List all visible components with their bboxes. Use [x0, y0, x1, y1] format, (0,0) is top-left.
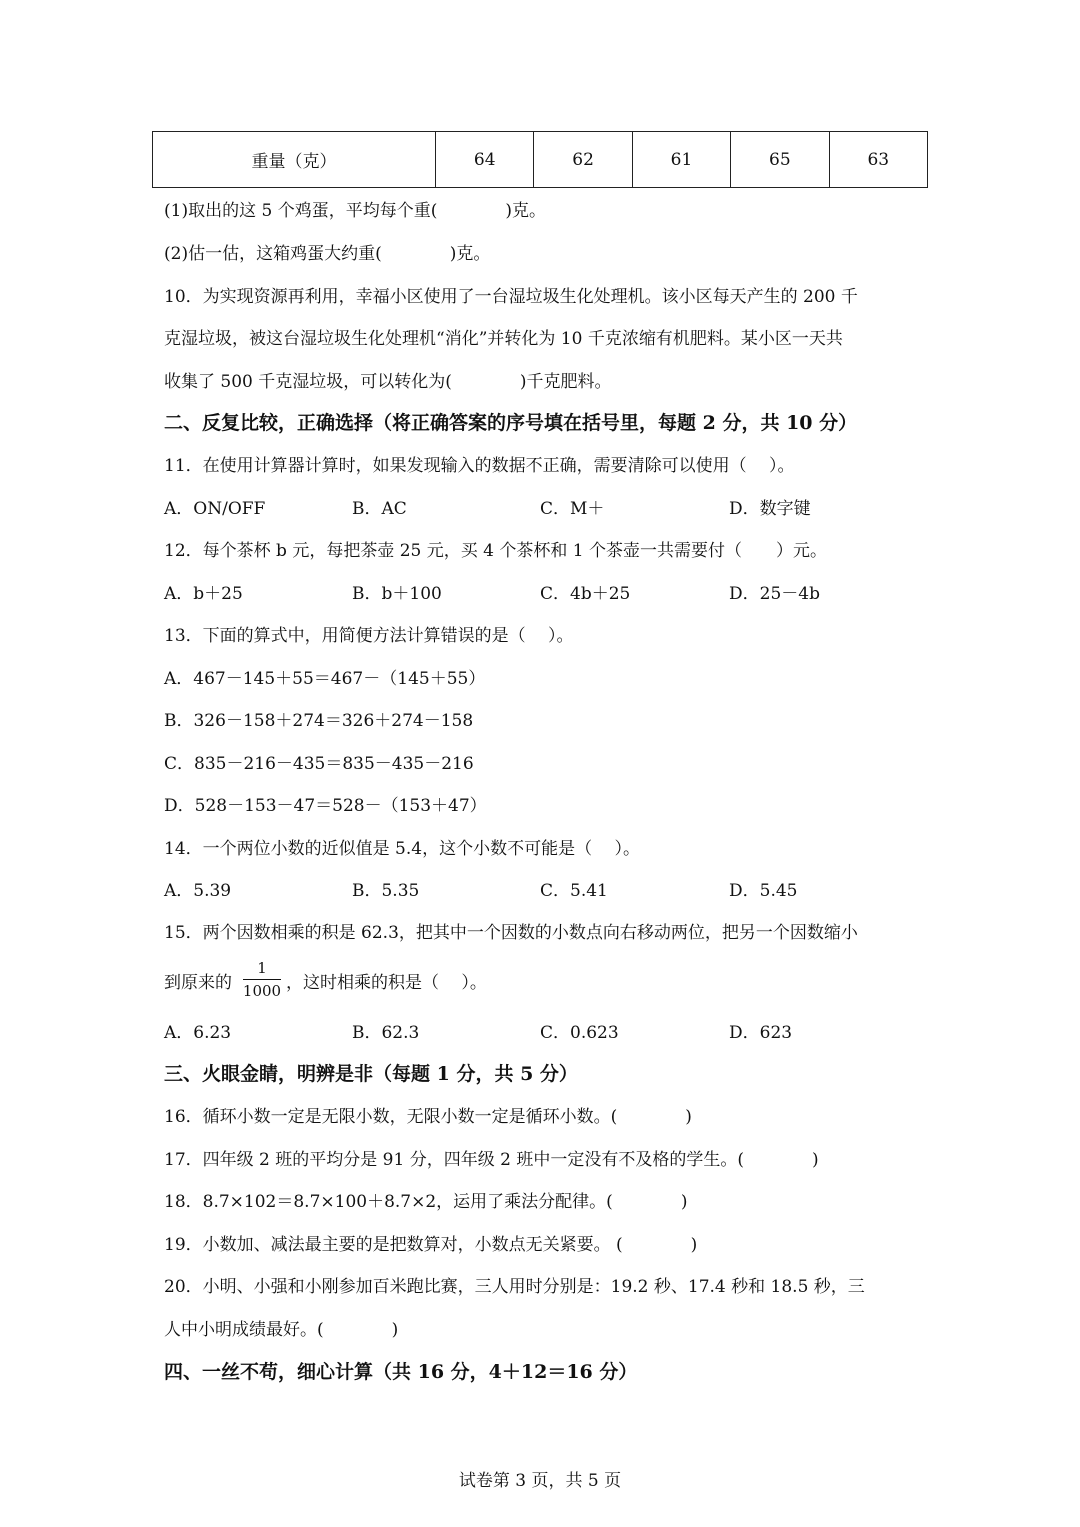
- fraction-numerator: 1: [257, 959, 267, 977]
- q18: 18．8.7×102＝8.7×100＋8.7×2，运用了乘法分配律。( ): [164, 1192, 688, 1212]
- table-cell: 63: [829, 132, 927, 188]
- q10-line2: 克湿垃圾，被这台湿垃圾生化处理机“消化”并转化为 10 千克浓缩有机肥料。某小区一天共: [164, 329, 843, 349]
- q14-stem: 14．一个两位小数的近似值是 5.4，这个小数不可能是（ ）。: [164, 839, 640, 859]
- q13-stem: 13．下面的算式中，用简便方法计算错误的是（ ）。: [164, 626, 574, 646]
- q12-stem: 12．每个茶杯 b 元，每把茶壶 25 元，买 4 个茶杯和 1 个茶壶一共需要付（ ）元。: [164, 541, 828, 561]
- q16: 16．循环小数一定是无限小数，无限小数一定是循环小数。( ): [164, 1107, 692, 1127]
- q15-suffix: ，这时相乘的积是（ ）。: [286, 973, 487, 993]
- q9-sub1: (1)取出的这 5 个鸡蛋，平均每个重( )克。: [164, 201, 546, 221]
- q20-line1: 20．小明、小强和小刚参加百米跑比赛，三人用时分别是：19.2 秒、17.4 秒和 18.5 秒，三: [164, 1277, 865, 1297]
- table-row: [153, 132, 928, 188]
- q9-sub2: (2)估一估，这箱鸡蛋大约重( )克。: [164, 244, 491, 264]
- q11-option-c: C．M＋: [540, 499, 605, 519]
- table-cell: 62: [534, 132, 632, 188]
- q12-option-d: D．25－4b: [729, 584, 820, 604]
- q10-line3: 收集了 500 千克湿垃圾，可以转化为( )千克肥料。: [164, 372, 612, 392]
- q15-line1: 15．两个因数相乘的积是 62.3，把其中一个因数的小数点向右移动两位，把另一个因数缩小: [164, 923, 858, 943]
- q14-option-b: B．5.35: [352, 881, 420, 901]
- q15-prefix: 到原来的: [164, 973, 232, 993]
- q11-option-d: D．数字键: [729, 499, 811, 519]
- q19: 19．小数加、减法最主要的是把数算对，小数点无关紧要。 ( ): [164, 1235, 698, 1255]
- q11-option-b: B．AC: [352, 499, 407, 519]
- section-4-heading: 四、一丝不苟，细心计算（共 16 分，4＋12＝16 分）: [164, 1361, 638, 1383]
- q11-stem: 11．在使用计算器计算时，如果发现输入的数据不正确，需要清除可以使用（ ）。: [164, 456, 795, 476]
- q15-fraction: [240, 959, 284, 1000]
- section-2-heading: 二、反复比较，正确选择（将正确答案的序号填在括号里，每题 2 分，共 10 分）: [164, 412, 858, 434]
- q12-option-b: B．b＋100: [352, 584, 442, 604]
- section-3-heading: 三、火眼金睛，明辨是非（每题 1 分，共 5 分）: [164, 1063, 578, 1085]
- q12-option-a: A．b＋25: [164, 584, 243, 604]
- q13-option-a: A．467－145＋55＝467－（145＋55）: [164, 669, 486, 689]
- q14-option-c: C．5.41: [540, 881, 608, 901]
- fraction-bar: [243, 979, 281, 980]
- q14-option-d: D．5.45: [729, 881, 798, 901]
- q13-option-c: C．835－216－435＝835－435－216: [164, 754, 474, 774]
- q15-option-b: B．62.3: [352, 1023, 420, 1043]
- table-cell: 65: [731, 132, 829, 188]
- q14-option-a: A．5.39: [164, 881, 232, 901]
- q13-option-d: D．528－153－47＝528－（153＋47）: [164, 796, 487, 816]
- q10-line1: 10．为实现资源再利用，幸福小区使用了一台湿垃圾生化处理机。该小区每天产生的 200 千: [164, 287, 858, 307]
- page-footer: 试卷第 3 页，共 5 页: [458, 1471, 622, 1491]
- q17: 17．四年级 2 班的平均分是 91 分，四年级 2 班中一定没有不及格的学生。( ): [164, 1150, 819, 1170]
- fraction-denominator: 1000: [242, 982, 282, 1000]
- q11-option-a: A．ON/OFF: [164, 499, 266, 519]
- egg-weight-table: [152, 131, 928, 188]
- q13-option-b: B．326－158＋274＝326＋274－158: [164, 711, 474, 731]
- q12-option-c: C．4b＋25: [540, 584, 631, 604]
- table-header-cell: 重量（克）: [153, 132, 436, 188]
- q15-option-d: D．623: [729, 1023, 793, 1043]
- q15-option-c: C．0.623: [540, 1023, 619, 1043]
- q15-option-a: A．6.23: [164, 1023, 232, 1043]
- table-cell: 64: [436, 132, 534, 188]
- table-cell: 61: [632, 132, 730, 188]
- q20-line2: 人中小明成绩最好。( ): [164, 1320, 399, 1340]
